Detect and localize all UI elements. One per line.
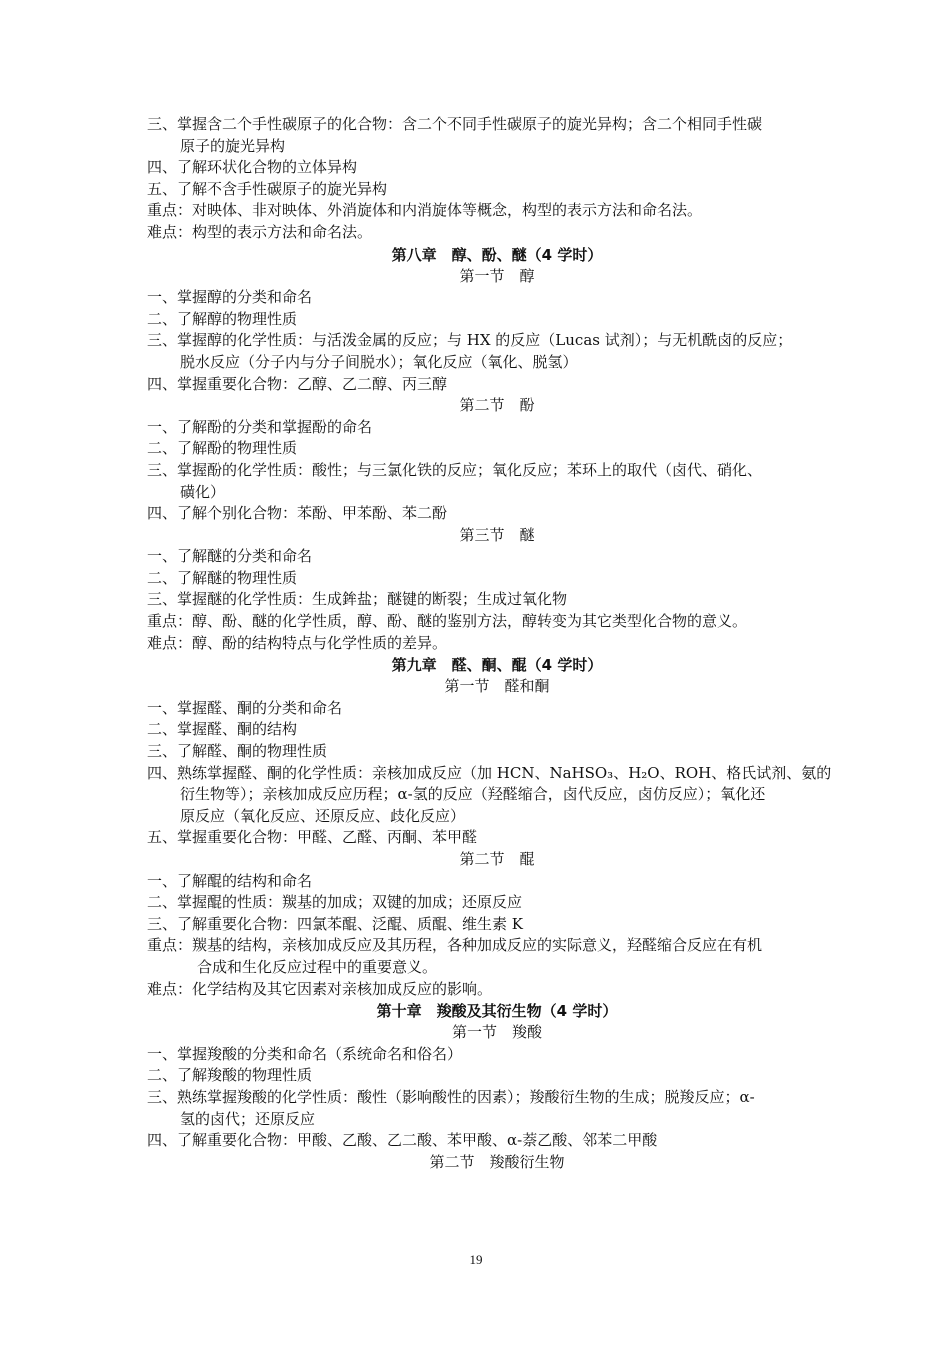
text-line: 一、了解醌的结构和命名: [147, 871, 313, 890]
section-heading: 第一节 羧酸: [451, 1023, 542, 1042]
chapter-heading: 第十章 羧酸及其衍生物（4 学时）: [376, 1002, 618, 1021]
text-line: 五、了解不含手性碳原子的旋光异构: [147, 179, 388, 198]
text-line: 三、掌握含二个手性碳原子的化合物：含二个不同手性碳原子的旋光异构；含二个相同手性碳: [147, 115, 763, 133]
page-number: 19: [469, 1252, 483, 1267]
continuation-line: 原子的旋光异构: [180, 136, 286, 155]
continuation-line: 脱水反应（分子内与分子间脱水）；氧化反应（氧化、脱氢）: [180, 352, 578, 371]
continuation-line: 合成和生化反应过程中的重要意义。: [197, 957, 438, 976]
text-line: 五、掌握重要化合物：甲醛、乙醛、丙酮、苯甲醛: [147, 828, 478, 847]
text-line: 难点：醇、酚的结构特点与化学性质的差异。: [147, 633, 448, 652]
text-line: 一、掌握羧酸的分类和命名（系统命名和俗名）: [147, 1044, 463, 1063]
chapter-heading: 第八章 醇、酚、醚（4 学时）: [391, 245, 603, 264]
document-body: [147, 114, 847, 1173]
text-line: 一、了解酚的分类和掌握酚的命名: [147, 417, 373, 436]
continuation-line: 原反应（氧化反应、还原反应、歧化反应）: [180, 806, 466, 825]
text-line: 二、了解酚的物理性质: [147, 439, 298, 458]
section-heading: 第二节 醌: [459, 850, 535, 868]
text-line: 重点：对映体、非对映体、外消旋体和内消旋体等概念，构型的表示方法和命名法。: [147, 201, 703, 220]
text-line: 二、掌握醌的性质：羰基的加成；双键的加成；还原反应: [147, 893, 523, 912]
section-heading: 第一节 醛和酮: [444, 677, 550, 696]
text-line: 重点：醇、酚、醚的化学性质，醇、酚、醚的鉴别方法，醇转变为其它类型化合物的意义。: [147, 612, 748, 631]
text-line: 重点：羰基的结构，亲核加成反应及其历程，各种加成反应的实际意义，羟醛缩合反应在有机: [147, 936, 763, 955]
text-line: 二、掌握醛、酮的结构: [147, 720, 298, 739]
section-heading: 第一节 醇: [459, 266, 535, 285]
text-line: 一、掌握醇的分类和命名: [147, 288, 313, 307]
text-line: 四、掌握重要化合物：乙醇、乙二醇、丙三醇: [147, 374, 448, 393]
continuation-line: 磺化）: [180, 482, 226, 501]
text-line: 三、熟练掌握羧酸的化学性质：酸性（影响酸性的因素）；羧酸衍生物的生成；脱羧反应；α-: [147, 1087, 755, 1106]
text-line: 二、了解醇的物理性质: [147, 309, 298, 328]
text-line: 三、掌握醚的化学性质：生成鉾盐；醚键的断裂；生成过氧化物: [147, 590, 568, 609]
chapter-heading: 第九章 醛、酮、醌（4 学时）: [391, 656, 603, 675]
text-line: 三、掌握酚的化学性质：酸性；与三氯化铁的反应；氧化反应；苯环上的取代（卤代、硝化、: [147, 460, 763, 479]
text-line: 四、熟练掌握醛、酮的化学性质：亲核加成反应（加 HCN、NaHSO₃、H₂O、ROH、格氏试剂、氨的: [147, 763, 832, 782]
text-line: 二、了解醚的物理性质: [147, 568, 298, 587]
section-heading: 第三节 醚: [459, 525, 535, 544]
text-line: 二、了解羧酸的物理性质: [147, 1066, 313, 1085]
text-line: 三、了解醛、酮的物理性质: [147, 742, 328, 761]
text-line: 四、了解环状化合物的立体异构: [147, 158, 358, 177]
continuation-line: 氢的卤代；还原反应: [180, 1109, 316, 1128]
text-line: 四、了解重要化合物：甲酸、乙酸、乙二酸、苯甲酸、α-萘乙酸、邻苯二甲酸: [147, 1131, 658, 1150]
section-heading: 第二节 羧酸衍生物: [429, 1152, 565, 1171]
text-line: 一、掌握醛、酮的分类和命名: [147, 698, 343, 717]
section-heading: 第二节 酚: [459, 396, 535, 415]
text-line: 难点：化学结构及其它因素对亲核加成反应的影响。: [147, 979, 493, 998]
text-line: 一、了解醚的分类和命名: [147, 547, 313, 566]
text-line: 四、了解个别化合物：苯酚、甲苯酚、苯二酚: [147, 504, 448, 523]
text-line: 难点：构型的表示方法和命名法。: [147, 222, 373, 241]
text-line: 三、了解重要化合物：四氯苯醌、泛醌、质醌、维生素 K: [147, 914, 523, 933]
text-line: 三、掌握醇的化学性质：与活泼金属的反应；与 HX 的反应（Lucas 试剂）；与无机酰卤的反应；: [147, 331, 793, 350]
continuation-line: 衍生物等）；亲核加成反应历程；α-氢的反应（羟醛缩合，卤代反应，卤仿反应）；氧化还: [180, 785, 766, 804]
